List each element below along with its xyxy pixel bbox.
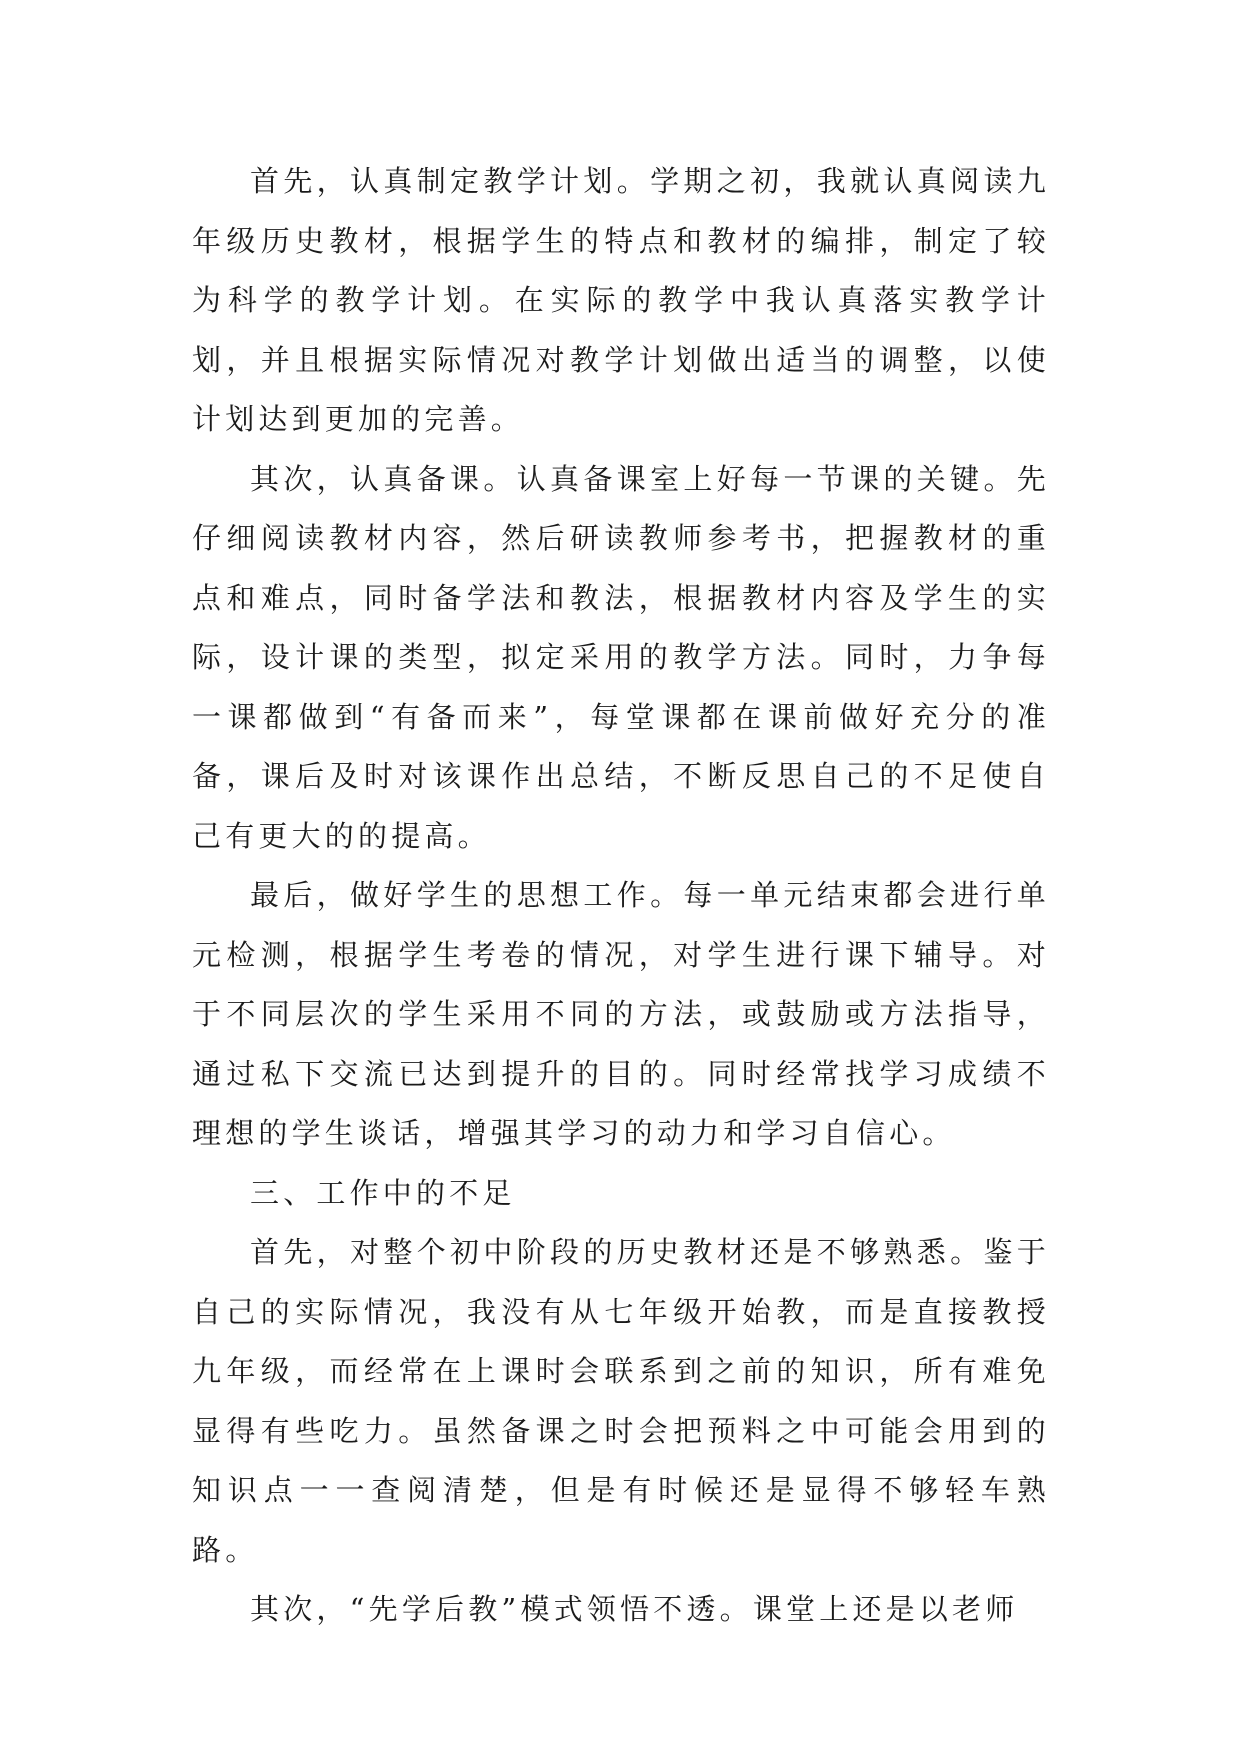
- section-heading-shortcomings: 三、工作中的不足: [250, 1175, 516, 1210]
- paragraph-teaching-plan: 首先，认真制定教学计划。学期之初，我就认真阅读九年级历史教材，根据学生的特点和教材的编排，制定了较为科学的教学计划。在实际的教学中我认真落实教学计划，并且根据实际情况对教学计划做出适当的调整，以使计划达到更加的完善。: [192, 164, 1050, 436]
- paragraph-lesson-preparation: 其次，认真备课。认真备课室上好每一节课的关键。先仔细阅读教材内容，然后研读教师参考书，把握教材的重点和难点，同时备学法和教法，根据教材内容及学生的实际，设计课的类型，拟定采用的教学方法。同时，力争每一课都做到“有备而来”，每堂课都在课前做好充分的准备，课后及时对该课作出总结，不断反思自己的不足使自己有更大的的提高。: [192, 461, 1050, 853]
- paragraph-teaching-model: 其次，“先学后教”模式领悟不透。课堂上还是以老师: [250, 1592, 1019, 1626]
- paragraph-student-guidance: 最后，做好学生的思想工作。每一单元结束都会进行单元检测，根据学生考卷的情况，对学生进行课下辅导。对于不同层次的学生采用不同的方法，或鼓励或方法指导，通过私下交流已达到提升的目的。同时经常找学习成绩不理想的学生谈话，增强其学习的动力和学习自信心。: [192, 878, 1050, 1150]
- document-page: [192, 152, 1050, 1640]
- paragraph-textbook-familiarity: 首先，对整个初中阶段的历史教材还是不够熟悉。鉴于自己的实际情况，我没有从七年级开始教，而是直接教授九年级，而经常在上课时会联系到之前的知识，所有难免显得有些吃力。虽然备课之时会把预料之中可能会用到的知识点一一查阅清楚，但是有时候还是显得不够轻车熟路。: [192, 1235, 1050, 1567]
